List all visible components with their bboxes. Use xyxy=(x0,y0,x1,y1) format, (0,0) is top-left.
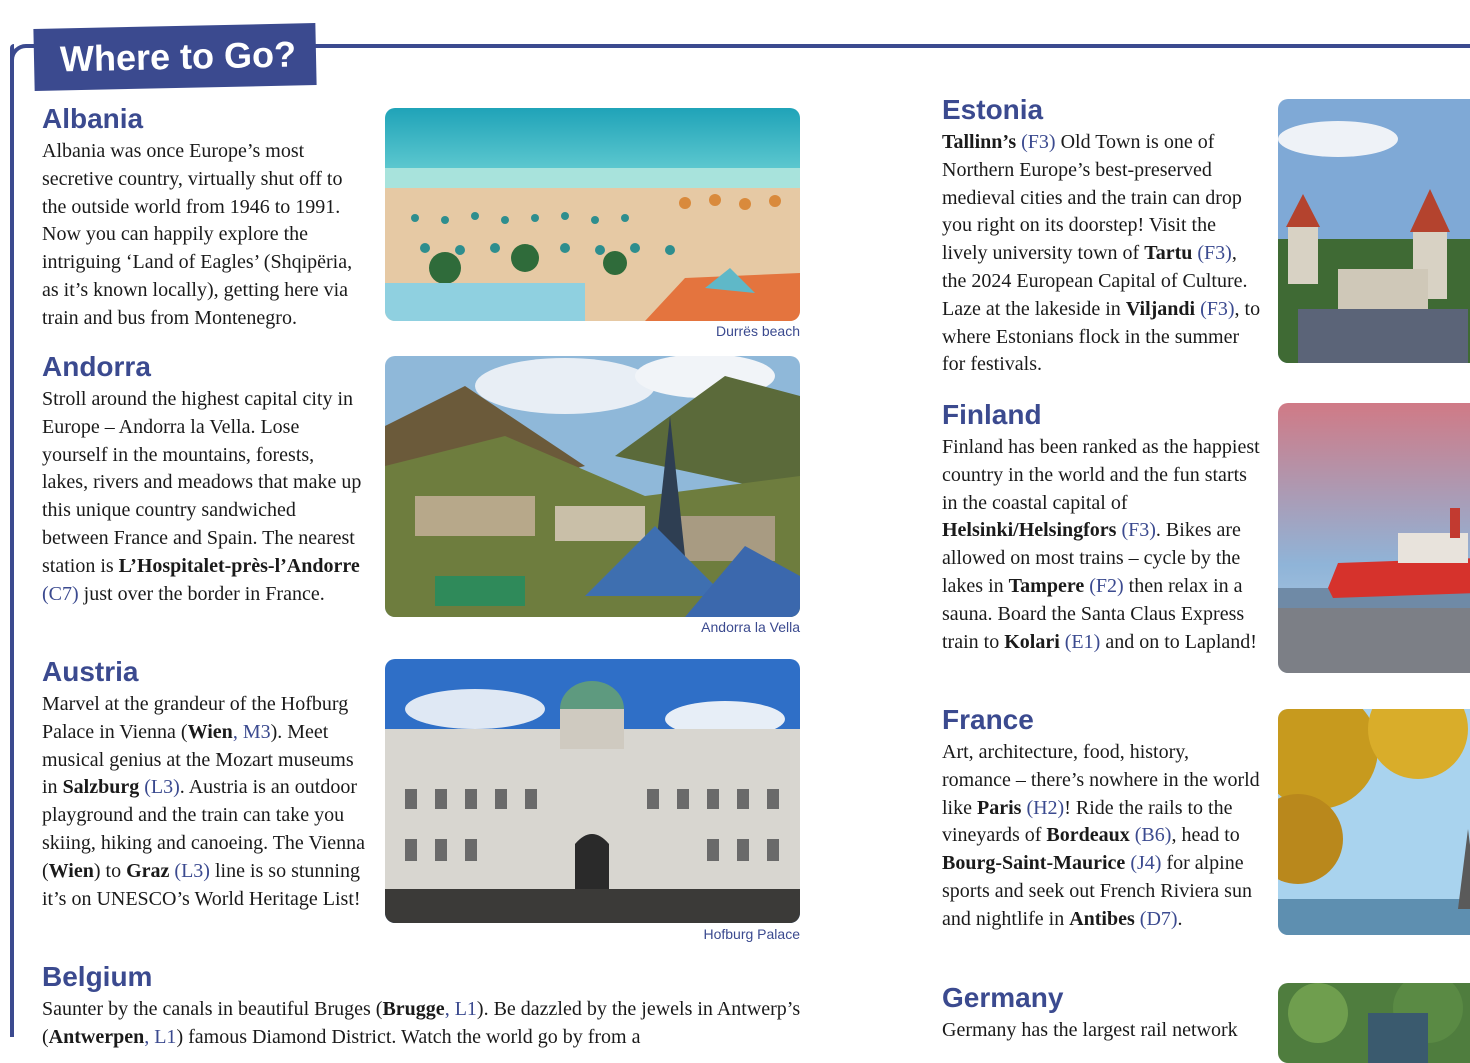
heading-belgium: Belgium xyxy=(42,961,153,992)
photo-germany xyxy=(1278,983,1470,1063)
section-austria xyxy=(42,657,367,913)
heading-finland: Finland xyxy=(942,399,1042,430)
heading-france: France xyxy=(942,704,1034,735)
frame-left-rule xyxy=(10,44,14,1037)
text-germany: Germany has the largest rail network xyxy=(942,1019,1238,1041)
photo-paris xyxy=(1278,709,1470,935)
photo-durres-beach xyxy=(385,108,800,321)
heading-albania: Albania xyxy=(42,103,144,134)
page-title: Where to Go? xyxy=(33,23,316,91)
text-belgium: Saunter by the canals in beautiful Bruges (Brugge, L1). Be dazzled by the jewels in Antwerp’s (Antwerpen, L1) famous Diamond District. Watch the world go by from a xyxy=(42,998,801,1048)
photo-helsinki-harbour xyxy=(1278,403,1470,673)
section-france xyxy=(942,705,1262,934)
heading-estonia: Estonia xyxy=(942,94,1044,125)
photo-hofburg-palace xyxy=(385,659,800,923)
text-austria: Marvel at the grandeur of the Hofburg Palace in Vienna (Wien, M3). Meet musical genius at the Mozart museums in Salzburg (L3). Austria is an outdoor playground and the train can take you skiing, hiking and canoeing. The Vienna (Wien) to Graz (L3) line is so stunning it’s on UNESCO’s World Heritage List! xyxy=(42,693,365,910)
heading-germany: Germany xyxy=(942,982,1064,1013)
text-finland: Finland has been ranked as the happiest country in the world and the fun starts in the coastal capital of Helsinki/Helsingfors (F3). Bikes are allowed on most trains – cycle by the lakes in Tampere (F2) then relax in a sauna. Board the Santa Claus Express train to Kolari (E1) and on to Lapland! xyxy=(942,436,1260,653)
section-germany xyxy=(942,983,1272,1045)
section-albania xyxy=(42,104,362,333)
caption-andorra: Andorra la Vella xyxy=(701,619,800,635)
text-andorra: Stroll around the highest capital city in Europe – Andorra la Vella. Lose yourself in the mountains, forests, lakes, rivers and meadows that make up this unique country sandwiched between France and Spain. The nearest station is L’Hospitalet-près-l’Andorre (C7) just over the border in France. xyxy=(42,388,362,605)
text-albania-body: Albania was once Europe’s most secretive country, virtually shut off to the outside world from 1946 to 1991. Now you can happily explore the intriguing ‘Land of Eagles’ (Shqipëria, as it’s known locally), getting here via train and bus from Montenegro. xyxy=(42,140,353,329)
caption-austria: Hofburg Palace xyxy=(703,926,800,942)
photo-andorra-la-vella xyxy=(385,356,800,617)
text-france: Art, architecture, food, history, romance – there’s nowhere in the world like Paris (H2)! Ride the rails to the vineyards of Bordeaux (B6), head to Bourg-Saint-Maurice (J4) for alpine sports and seek out French Riviera sun and nightlife in Antibes (D7). xyxy=(942,741,1260,930)
section-estonia xyxy=(942,95,1262,379)
text-albania xyxy=(42,138,362,333)
heading-andorra: Andorra xyxy=(42,351,151,382)
section-andorra xyxy=(42,352,362,608)
photo-tallinn xyxy=(1278,99,1470,363)
text-estonia: Tallinn’s (F3) Old Town is one of Northern Europe’s best-preserved medieval cities and the train can drop you right on its doorstep! Visit the lively university town of Tartu (F3), the 2024 European Capital of Culture. Laze at the lakeside in Viljandi (F3), to where Estonians flock in the summer for festivals. xyxy=(942,131,1261,376)
section-belgium xyxy=(42,962,802,1052)
section-finland xyxy=(942,400,1262,656)
caption-albania: Durrës beach xyxy=(715,323,800,339)
frame-top-rule xyxy=(300,44,1470,48)
heading-austria: Austria xyxy=(42,656,139,687)
